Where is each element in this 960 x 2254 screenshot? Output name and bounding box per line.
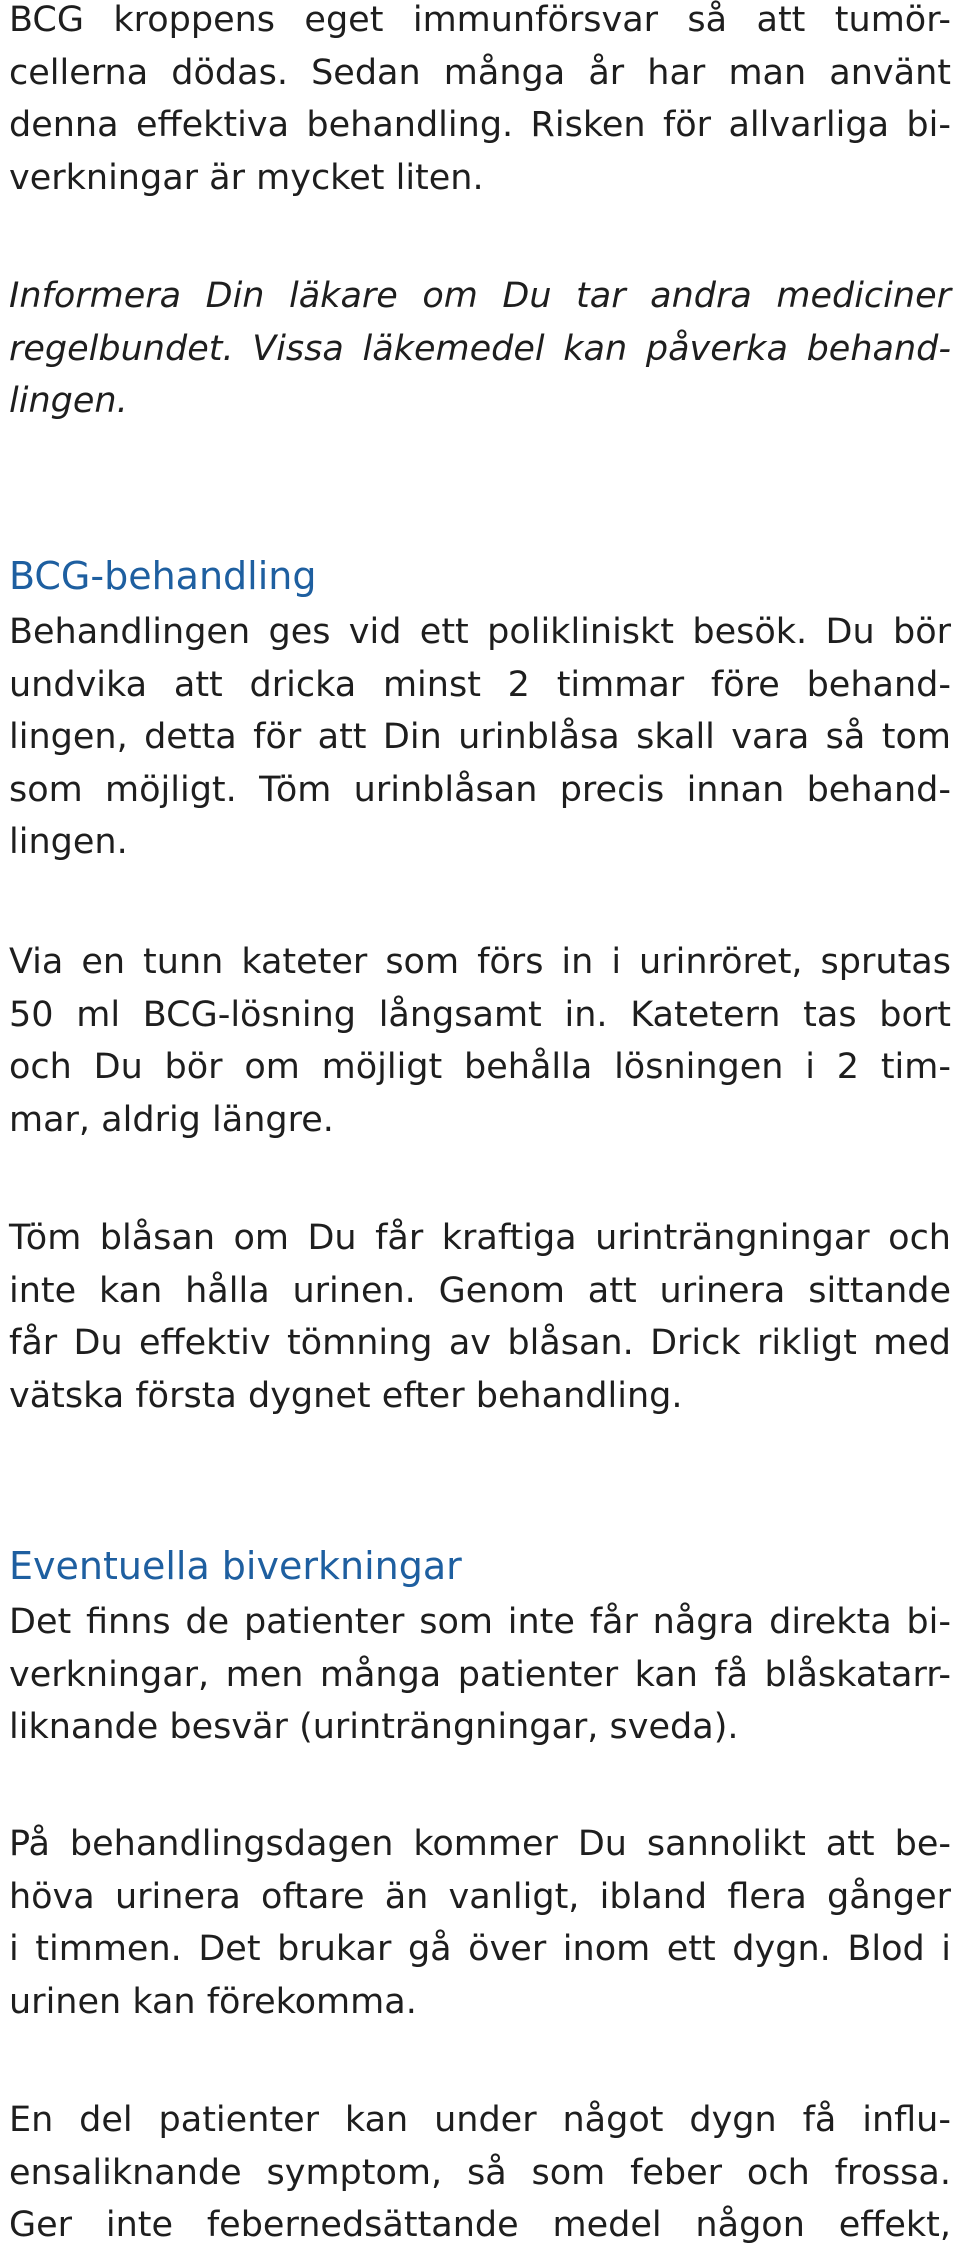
bcg-paragraph-2 bbox=[9, 936, 951, 1146]
text-line: undvika att dricka minst 2 timmar före behand- bbox=[9, 664, 951, 705]
text-line: vätska första dygnet efter behandling. bbox=[9, 1375, 683, 1416]
text-line: Via en tunn kateter som förs in i urinröret, sprutas bbox=[9, 942, 951, 982]
text-line: Ger inte febernedsättande medel någon effekt, bbox=[9, 2205, 951, 2245]
bcg-paragraph-1 bbox=[9, 606, 951, 869]
text-line: urinen kan förekomma. bbox=[9, 1981, 417, 2022]
medication-note bbox=[9, 270, 951, 428]
text-line: lingen, detta för att Din urinblåsa skall vara så tom bbox=[9, 717, 951, 757]
text-line: höva urinera oftare än vanligt, ibland flera gånger bbox=[9, 1876, 951, 1917]
text-line: i timmen. Det brukar gå över inom ett dygn. Blod i bbox=[9, 1929, 951, 1969]
section-heading-bcg: BCG-behandling bbox=[9, 554, 317, 598]
text-line: cellerna dödas. Sedan många år har man använt bbox=[9, 52, 951, 93]
section-heading-side-effects: Eventuella biverkningar bbox=[9, 1544, 462, 1588]
text-line: lingen. bbox=[9, 822, 128, 862]
text-line: En del patienter kan under något dygn få influ- bbox=[9, 2100, 951, 2140]
text-line: 50 ml BCG-lösning långsamt in. Katetern tas bort bbox=[9, 994, 951, 1035]
text-line: ensaliknande symptom, så som feber och frossa. bbox=[9, 2152, 951, 2193]
text-line: verkningar, men många patienter kan få blåskatarr- bbox=[9, 1654, 951, 1695]
text-line: Det finns de patienter som inte får några direkta bi- bbox=[9, 1602, 951, 1642]
text-line: som möjligt. Töm urinblåsan precis innan behand- bbox=[9, 769, 951, 810]
text-line: På behandlingsdagen kommer Du sannolikt att be- bbox=[9, 1824, 951, 1864]
intro-paragraph bbox=[9, 0, 951, 204]
text-line: denna effektiva behandling. Risken för allvarliga bi- bbox=[9, 105, 951, 145]
text-line: får Du effektiv tömning av blåsan. Drick rikligt med bbox=[9, 1323, 951, 1363]
text-line: och Du bör om möjligt behålla lösningen i 2 tim- bbox=[9, 1047, 951, 1087]
text-line: mar, aldrig längre. bbox=[9, 1099, 334, 1140]
text-line: Behandlingen ges vid ett polikliniskt besök. Du bör bbox=[9, 612, 951, 652]
text-line: regelbundet. Vissa läkemedel kan påverka behand- bbox=[9, 328, 951, 369]
text-line: liknande besvär (urinträngningar, sveda). bbox=[9, 1707, 739, 1747]
text-line: BCG kroppens eget immunförsvar så att tumör- bbox=[9, 0, 951, 40]
text-line: inte kan hålla urinen. Genom att urinera sittande bbox=[9, 1270, 951, 1311]
text-line: Informera Din läkare om Du tar andra mediciner bbox=[9, 276, 951, 316]
bcg-paragraph-3 bbox=[9, 1212, 951, 1422]
text-line: Töm blåsan om Du får kraftiga urinträngningar och bbox=[9, 1218, 951, 1258]
side-effects-paragraph-3 bbox=[9, 2094, 951, 2252]
text-line: lingen. bbox=[9, 381, 128, 421]
side-effects-paragraph-2 bbox=[9, 1818, 951, 2028]
text-line: verkningar är mycket liten. bbox=[9, 157, 484, 198]
side-effects-paragraph-1 bbox=[9, 1596, 951, 1754]
